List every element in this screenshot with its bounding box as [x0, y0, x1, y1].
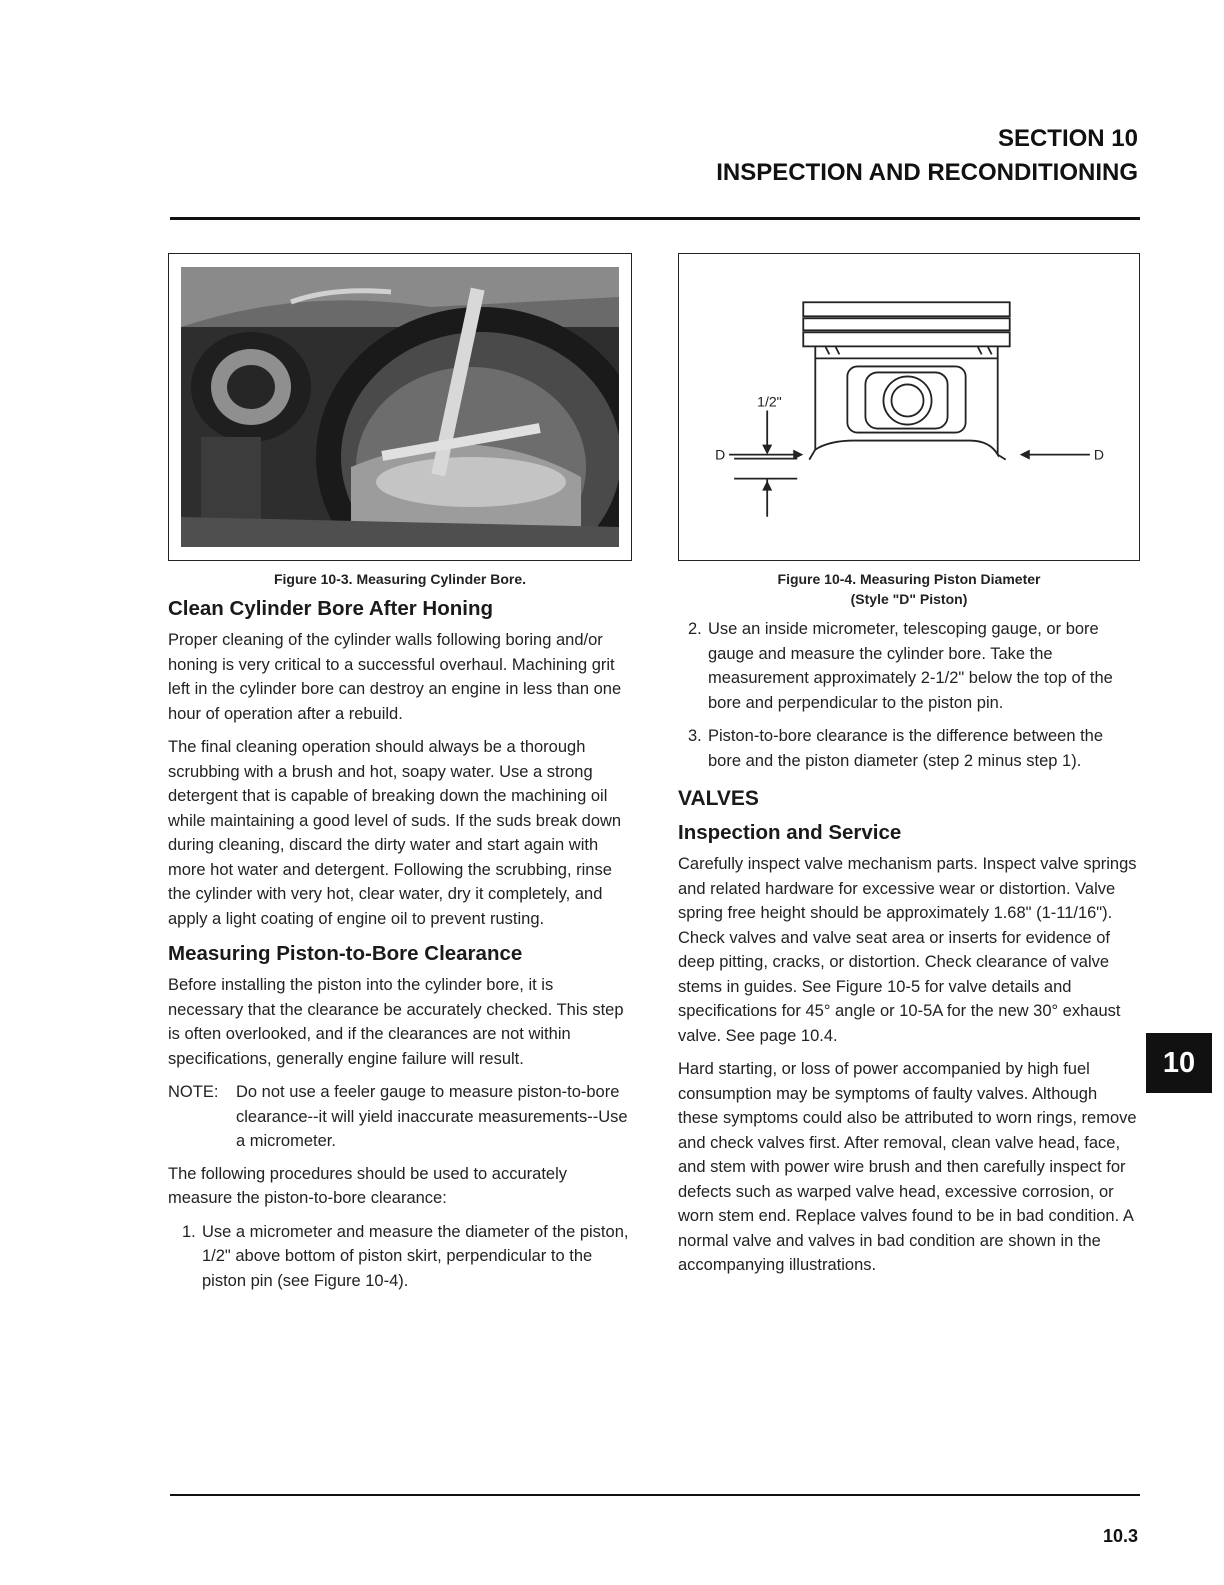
step-2-number: 2.: [688, 620, 702, 638]
cylinder-bore-photo: [181, 267, 619, 547]
figure-10-4: [678, 253, 1140, 561]
right-d-mark: D: [1093, 446, 1105, 463]
figure-10-4-caption-line1: Figure 10-4. Measuring Piston Diameter: [777, 571, 1041, 587]
piston-diagram: [679, 254, 1139, 560]
valves-paragraph-2: Hard starting, or loss of power accompanied by high fuel consumption may be symptoms of faulty valves. Although these symptoms could also be attributed to worn rings, remove and check valves first. After removal, clean valve head, face, and stem with power wire brush and then carefully inspect for defects such as warped valve head, excessive corrosion, or worn stem end. Replace valves found to be in bad condition. A normal valve and valves in bad condition are shown in the accompanying illustrations.: [678, 1060, 1137, 1274]
note-text: Do not use a feeler gauge to measure piston-to-bore clearance--it will yield inaccurate measurements--Use a micrometer.: [236, 1083, 628, 1150]
steps-continued: [678, 617, 1140, 773]
figure-10-4-caption-line2: (Style "D" Piston): [850, 591, 968, 607]
heading-clean-cylinder-bore: Clean Cylinder Bore After Honing: [168, 597, 493, 620]
measure-paragraph-1: Before installing the piston into the cylinder bore, it is necessary that the clearance be accurately checked. This step is often overlooked, and if the clearances are not within specifications, generally engine failure will result.: [168, 976, 624, 1068]
measure-paragraph-2: The following procedures should be used to accurately measure the piston-to-bore clearance:: [168, 1164, 567, 1207]
heading-measuring-clearance: Measuring Piston-to-Bore Clearance: [168, 942, 523, 965]
step-1-text: Use a micrometer and measure the diameter of the piston, 1/2" above bottom of piston skirt, perpendicular to the piston pin (see Figure 10-4).: [202, 1222, 629, 1290]
section-tab-marker: 10: [1146, 1033, 1212, 1093]
clean-paragraph-2: The final cleaning operation should always be a thorough scrubbing with a brush and hot, soapy water. Use a strong detergent that is capable of breaking down the machining oil while maintaining a good level of suds. If the suds break down during cleaning, discard the dirty water and start again with more hot water and detergent. Following the scrubbing, rinse the cylinder with very hot, clear water, dry it completely, and apply a light coating of engine oil to prevent rusting.: [168, 738, 622, 928]
right-column: [678, 253, 1140, 1287]
step-3-text: Piston-to-bore clearance is the difference between the bore and the piston diameter (step 2 minus step 1).: [708, 727, 1104, 770]
step-3: [678, 724, 1140, 773]
page-number: 10.3: [1102, 1526, 1138, 1546]
footer-rule: [170, 1494, 1140, 1496]
dim-label: 1/2": [757, 393, 782, 410]
clean-paragraph-1: Proper cleaning of the cylinder walls following boring and/or honing is very critical to a successful overhaul. Machining grit left in the cylinder bore can destroy an engine in less than one hour of operation after a rebuild.: [168, 631, 622, 723]
step-3-number: 3.: [688, 727, 702, 745]
section-header: [716, 122, 1138, 190]
step-1: [168, 1220, 632, 1294]
header-rule: [170, 217, 1140, 220]
heading-valves: VALVES: [678, 787, 759, 810]
note-label: NOTE:: [168, 1083, 219, 1101]
step-2: [678, 617, 1140, 715]
step-2-text: Use an inside micrometer, telescoping gauge, or bore gauge and measure the cylinder bore. Take the measurement approximately 2-1/2" below the top of the bore and perpendicular to the piston pin.: [708, 620, 1113, 712]
figure-10-3-caption: Figure 10-3. Measuring Cylinder Bore.: [273, 571, 527, 587]
note: [168, 1080, 632, 1154]
figure-10-4-caption: [678, 569, 1140, 609]
figure-10-3: [168, 253, 632, 561]
step-1-number: 1.: [182, 1222, 196, 1241]
left-column: [168, 253, 632, 1302]
left-d-mark: D: [715, 446, 726, 463]
valves-paragraph-1: Carefully inspect valve mechanism parts. Inspect valve springs and related hardware for excessive wear or distortion. Valve spring free height should be approximately 1.68" (1-11/16"). Check valves and valve seat area or inserts for evidence of deep pitting, cracks, or distortion. Check clearance of valve stems in guides. See Figure 10-5 for valve details and specifications for 45° angle or 10-5A for the new 30° exhaust valve. See page 10.4.: [678, 855, 1137, 1045]
heading-inspection-service: Inspection and Service: [678, 821, 902, 844]
section-number: SECTION 10: [997, 125, 1138, 152]
section-title: INSPECTION AND RECONDITIONING: [716, 159, 1138, 186]
